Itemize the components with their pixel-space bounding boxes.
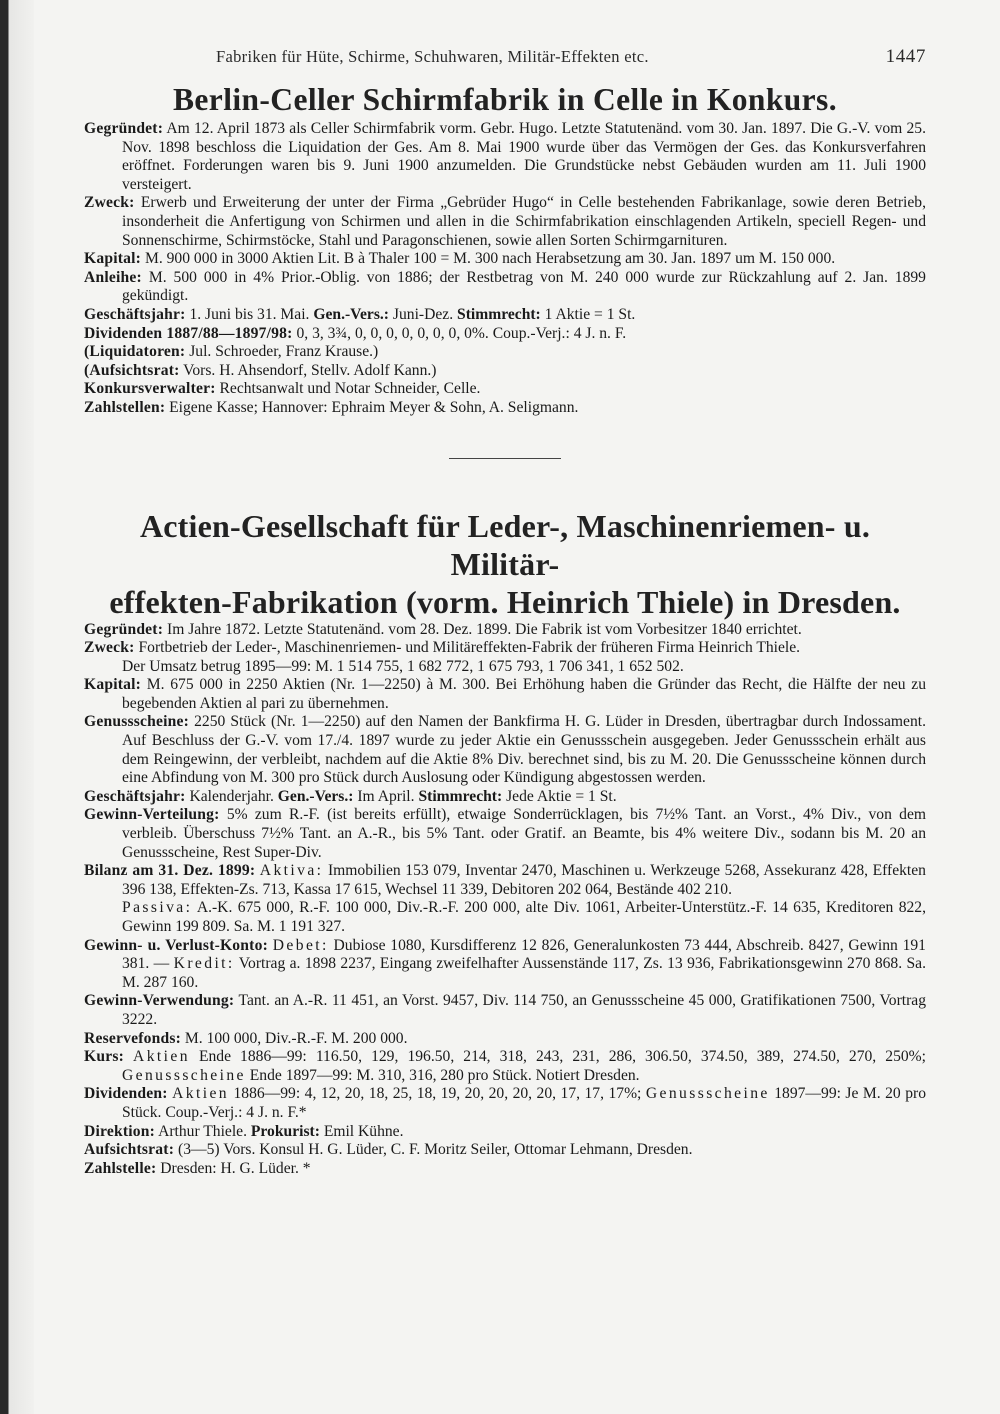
entry-text: Der Umsatz betrug 1895—99: M. 1 514 755, 1 682 772, 1 675 793, 1 706 341, 1 652 502. (122, 657, 684, 675)
section-divider (449, 458, 561, 459)
entry-text: Im Jahre 1872. Letzte Statutenänd. vom 28. Dez. 1899. Die Fabrik ist vom Vorbesitzer 1840 errichtet. (167, 620, 802, 638)
entry-text: Im April. (357, 787, 415, 805)
entry-text: 0, 3, 3¾, 0, 0, 0, 0, 0, 0, 0, 0%. Coup.-Verj.: 4 J. n. F. (296, 324, 627, 342)
entry-paragraph (84, 639, 926, 658)
entry-subheading: Kredit: (173, 955, 235, 973)
running-header (84, 46, 926, 68)
entry-text: 2250 Stück (Nr. 1—2250) auf den Namen der Bankfirma H. G. Lüder in Dresden, übertragbar durch Indossament. Auf Beschluss der G.-V. vom 17./4. 1897 wurde zu jeder Aktie ein Genussschein ausgegeben. Jeder Genussschein erhält aus dem Reingewinn, der verbleibt, nachdem auf die Aktie 8% Div. berechnet sind, bis zu M. 20. Die Genussscheine können durch eine Abfindung von M. 300 pro Stück durch Auslosung oder Kündigung abgestossen werden. (122, 713, 927, 787)
entry-paragraph (84, 1160, 926, 1179)
entry-paragraph (84, 899, 926, 936)
entry-paragraph (84, 1123, 926, 1142)
entry-text: Fortbetrieb der Leder-, Maschinenriemen- und Militäreffekten-Fabrik der früheren Firma Heinrich Thiele. (138, 639, 801, 657)
entry-label: Aufsichtsrat: (84, 1141, 175, 1159)
entry-text: A.-K. 675 000, R.-F. 100 000, Div.-R.-F. 200 000, alte Div. 1061, Arbeiter-Unterstütz.-F. 14 635, Kreditoren 822, Gewinn 199 809. Sa. M. 1 191 327. (122, 899, 926, 935)
entry-label: (Aufsichtsrat: (84, 361, 180, 379)
entry-paragraph (84, 380, 926, 399)
entry-paragraph (84, 362, 926, 381)
entry-text: Kalenderjahr. (189, 787, 274, 805)
entry-label: Bilanz am 31. Dez. 1899: (84, 862, 256, 880)
entry-label: Zweck: (84, 639, 135, 657)
entry-paragraph (84, 806, 926, 862)
entry-label: Kurs: (84, 1048, 124, 1066)
page-number: 1447 (885, 46, 926, 67)
entry-text: Vortrag a. 1898 2237, Eingang zweifelhafter Aussenstände 117, Zs. 13 936, Fabrikationsgewinn 270 868. Sa. M. 287 160. (122, 955, 926, 991)
entry-label: Prokurist: (250, 1122, 320, 1140)
entry-paragraph (84, 992, 926, 1029)
entry-text: Am 12. April 1873 als Celler Schirmfabrik vorm. Gebr. Hugo. Letzte Statutenänd. vom 30. Jan. 1897. Die G.-V. vom 25. Nov. 1898 beschloss die Liquidation der Ges. Am 8. Mai 1900 wurde über das Vermögen der Ges. das Konkursverfahren eröffnet. Forderungen waren bis 9. Juni 1900 anzumelden. Die Grundstücke nebst Gebäuden wurden am 11. Juli 1900 versteigert. (122, 120, 926, 193)
entry-paragraph (84, 713, 926, 787)
entry-label: Konkursverwalter: (84, 380, 216, 398)
entry-text: Juni-Dez. (392, 305, 454, 323)
entry-label: Zahlstellen: (84, 398, 166, 416)
entry-paragraph (84, 120, 926, 194)
company2-title (84, 507, 926, 621)
entry-text: 1897—99: Je M. 20 pro Stück. Coup.-Verj.: 4 J. n. F.* (122, 1085, 926, 1121)
running-title: Fabriken für Hüte, Schirme, Schuhwaren, Militär-Effekten etc. (216, 47, 649, 66)
entry-subheading: Debet: (272, 936, 329, 954)
entry-text: M. 675 000 in 2250 Aktien (Nr. 1—2250) à M. 300. Bei Erhöhung haben die Gründer das Recht, die Hälfte der neu zu begebenden Aktien al pari zu übernehmen. (122, 676, 926, 712)
entry-paragraph (84, 621, 926, 640)
entry-label: Geschäftsjahr: (84, 787, 186, 805)
entry-paragraph (84, 1141, 926, 1160)
entry-label: Gewinn-Verteilung: (84, 806, 220, 824)
entry-label: Kapital: (84, 250, 142, 268)
entry-text: 5% zum R.-F. (ist bereits erfüllt), etwaige Sonderrücklagen, bis 7½% Tant. an Vorst., 4% Div., von dem verbleib. Überschuss 7½% Tant. an A.-R., bis 5% Tant. oder Gratif. an Beamte, bis 4% weitere Div., sodann bis M. 20 an Genussscheine, Rest Super-Div. (122, 806, 926, 861)
entry-text: M. 500 000 in 4% Prior.-Oblig. von 1886; der Restbetrag von M. 240 000 wurde zur Rückzahlung auf 2. Jan. 1899 gekündigt. (122, 268, 926, 305)
page-binding-edge (0, 0, 34, 1414)
entry-text: Eigene Kasse; Hannover: Ephraim Meyer & Sohn, A. Seligmann. (169, 398, 579, 416)
entry-paragraph (84, 676, 926, 713)
entry-label: Gen.-Vers.: (313, 305, 390, 323)
entry-paragraph (84, 1048, 926, 1085)
entry-paragraph (84, 658, 926, 677)
entry-subheading: Genussscheine (645, 1085, 770, 1103)
entry-label: Zahlstelle: (84, 1159, 157, 1177)
document-page (84, 46, 926, 1178)
entry-text: (3—5) Vors. Konsul H. G. Lüder, C. F. Moritz Seiler, Ottomar Lehmann, Dresden. (178, 1141, 693, 1159)
entry-subheading: Aktiva: (259, 862, 324, 880)
company2-entries (84, 621, 926, 1179)
entry-paragraph (84, 325, 926, 344)
entry-label: Gegründet: (84, 620, 164, 638)
entry-text: M. 900 000 in 3000 Aktien Lit. B à Thaler 100 = M. 300 nach Herabsetzung am 30. Jan. 1897 um M. 150 000. (144, 250, 836, 268)
entry-paragraph (84, 399, 926, 418)
entry-paragraph (84, 343, 926, 362)
company2-title-line1: Actien-Gesellschaft für Leder-, Maschinenriemen- u. Militär- (139, 507, 871, 582)
entry-text: Jul. Schroeder, Franz Krause.) (189, 343, 379, 361)
entry-subheading: Passiva: (122, 899, 193, 917)
entry-label: Direktion: (84, 1122, 156, 1140)
entry-text: Immobilien 153 079, Inventar 2470, Maschinen u. Werkzeuge 5268, Assekuranz 428, Effekten 396 138, Effekten-Zs. 713, Kassa 17 615, Wechsel 11 339, Debitoren 202 064, Bestände 402 210. (122, 862, 926, 898)
entry-subheading: Aktien (172, 1085, 229, 1103)
entry-paragraph (84, 937, 926, 993)
entry-label: Dividenden: (84, 1085, 168, 1103)
entry-label: Zweck: (84, 194, 135, 212)
entry-subheading: Aktien (133, 1048, 190, 1066)
entry-text: Rechtsanwalt und Notar Schneider, Celle. (219, 380, 481, 398)
entry-label: Gewinn-Verwendung: (84, 992, 235, 1010)
entry-label: Kapital: (84, 676, 142, 694)
entry-label: Geschäftsjahr: (84, 305, 186, 323)
entry-label: Gen.-Vers.: (277, 787, 354, 805)
entry-paragraph (84, 250, 926, 269)
entry-label: Anleihe: (84, 268, 142, 286)
entry-text: Erwerb und Erweiterung der unter der Firma „Gebrüder Hugo“ in Celle bestehenden Fabrikanlage, sowie deren Betrieb, insonderheit die Anfertigung von Schirmen und allen in die Schirmfabrikation einschlagenden Artikeln, speciell Regen- und Sonnenschirme, Schirmstöcke, Stahl und Paragonschienen, sowie allen Sorten Schirmgarnituren. (122, 194, 926, 249)
entry-paragraph (84, 862, 926, 899)
entry-paragraph (84, 1085, 926, 1122)
entry-paragraph (84, 269, 926, 306)
entry-text: Jede Aktie = 1 St. (506, 787, 617, 805)
entry-text: Tant. an A.-R. 11 451, an Vorst. 9457, Div. 114 750, an Genussscheine 45 000, Gratifikationen 7500, Vortrag 3222. (122, 992, 927, 1028)
entry-paragraph (84, 788, 926, 807)
entry-text: Dubiose 1080, Kursdifferenz 12 826, Generalunkosten 73 444, Abschreib. 8427, Gewinn 191 381. — (122, 936, 926, 973)
entry-text: Emil Kühne. (323, 1122, 404, 1140)
entry-label: Gewinn- u. Verlust-Konto: (84, 936, 268, 954)
entry-label: Reservefonds: (84, 1029, 182, 1047)
entry-subheading: Genussscheine (122, 1066, 246, 1084)
entry-paragraph (84, 194, 926, 250)
entry-paragraph (84, 306, 926, 325)
entry-label: Stimmrecht: (457, 305, 541, 323)
company1-title: Berlin-Celler Schirmfabrik in Celle in Konkurs. (173, 82, 837, 117)
entry-label: Stimmrecht: (418, 787, 503, 805)
entry-paragraph (84, 1030, 926, 1049)
entry-text: Vors. H. Ahsendorf, Stellv. Adolf Kann.) (183, 361, 437, 379)
entry-label: Genussscheine: (84, 713, 190, 731)
entry-text: 1. Juni bis 31. Mai. (189, 305, 310, 323)
entry-text: Dresden: H. G. Lüder. * (160, 1159, 311, 1177)
entry-text: Arthur Thiele. (158, 1122, 247, 1140)
entry-text: 1886—99: 4, 12, 20, 18, 25, 18, 19, 20, 20, 20, 20, 17, 17, 17%; (233, 1085, 642, 1103)
entry-text: Ende 1886—99: 116.50, 129, 196.50, 214, 318, 243, 231, 286, 306.50, 374.50, 389, 274.50, 270, 250%; (198, 1048, 926, 1066)
company1-entries (84, 120, 926, 418)
entry-text: 1 Aktie = 1 St. (544, 305, 636, 323)
company2-title-line2: effekten-Fabrikation (vorm. Heinrich Thiele) in Dresden. (109, 583, 901, 620)
entry-text: Ende 1897—99: M. 310, 316, 280 pro Stück. Notiert Dresden. (249, 1066, 640, 1084)
entry-text: M. 100 000, Div.-R.-F. M. 200 000. (184, 1029, 408, 1047)
entry-label: (Liquidatoren: (84, 343, 186, 361)
entry-label: Gegründet: (84, 120, 164, 137)
entry-label: Dividenden 1887/88—1897/98: (84, 324, 293, 342)
